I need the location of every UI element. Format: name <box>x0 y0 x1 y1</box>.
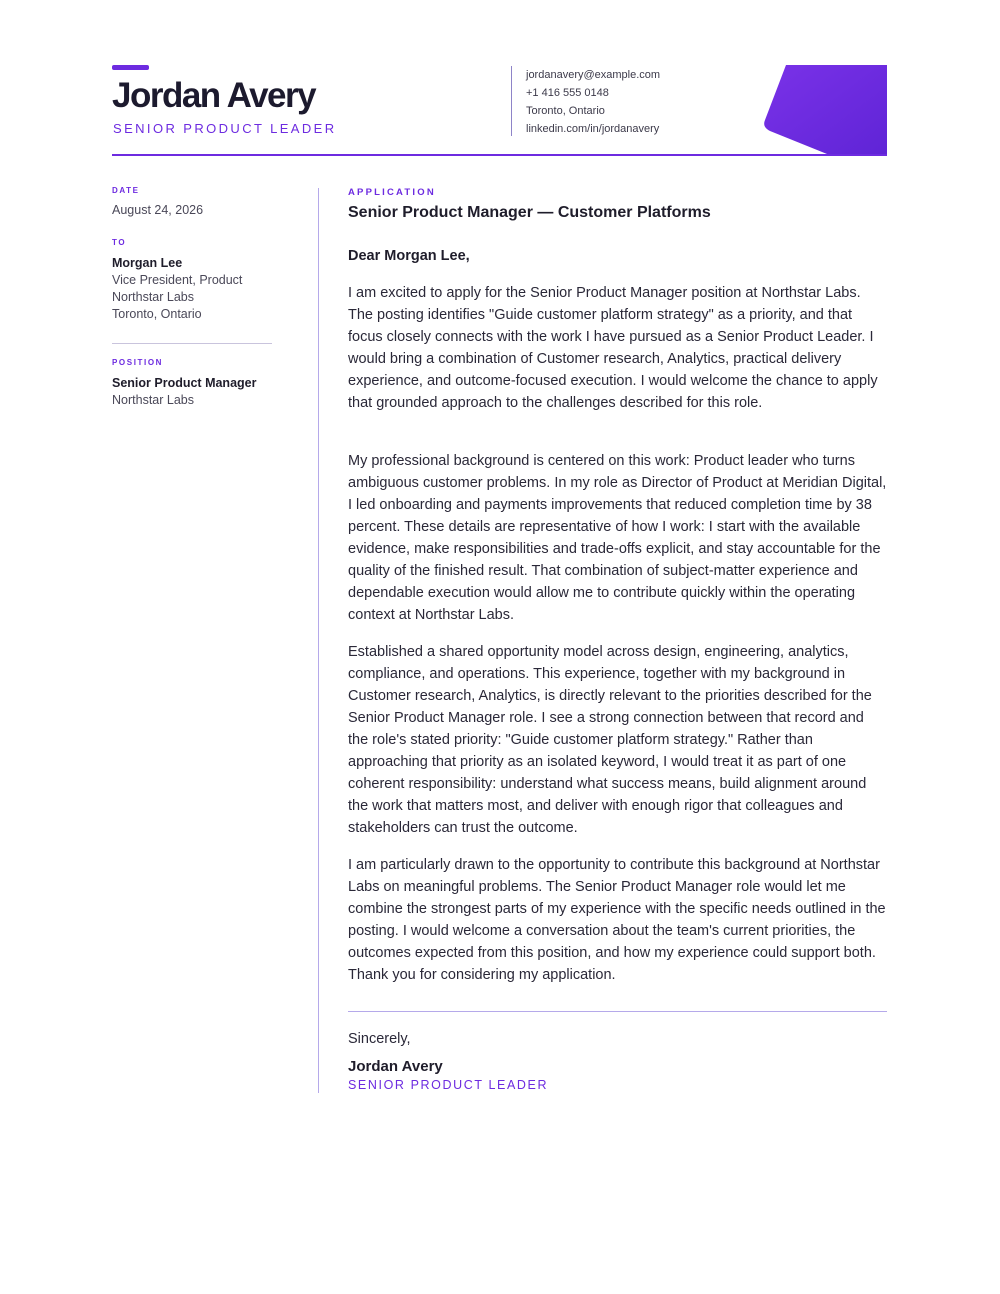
applicant-title: SENIOR PRODUCT LEADER <box>113 121 337 136</box>
contact-location: Toronto, Ontario <box>526 105 605 117</box>
signature-divider <box>348 1011 887 1012</box>
contact-phone[interactable]: +1 416 555 0148 <box>526 87 609 99</box>
contact-block <box>526 66 660 138</box>
letter-greeting: Dear Morgan Lee, <box>348 248 470 264</box>
recipient-label: TO <box>112 238 127 247</box>
position-company: Northstar Labs <box>112 393 194 407</box>
header-rule <box>112 154 887 156</box>
letter-paragraph: I am excited to apply for the Senior Product Manager position at Northstar Labs. The posting identifies "Guide customer platform strategy" as a priority, and that focus closely connects with the work I have pursued as a Senior Product Leader. I would bring a combination of Customer research, Analytics, practical delivery experience, and outcome-focused execution. I would welcome the chance to apply that grounded approach to the challenges described for this role. <box>348 285 878 411</box>
application-label: APPLICATION <box>348 187 436 198</box>
position-block <box>112 375 256 409</box>
recipient-company: Northstar Labs <box>112 290 194 304</box>
letter-paragraph: My professional background is centered on this work: Product leader who turns ambiguous customer problems. In my role as Director of Product at Meridian Digital, I led onboarding and payments improvements that reduced completion time by 38 percent. These details are representative of how I work: I start with the available evidence, make responsibilities and trade-offs explicit, and stay accountable for the quality of the finished result. That combination of subject-matter experience and dependable execution would allow me to contribute quickly within the operating context at Northstar Labs. <box>348 453 887 623</box>
recipient-title: Vice President, Product <box>112 273 243 287</box>
position-title: Senior Product Manager <box>112 376 257 390</box>
sidebar-divider <box>112 343 272 344</box>
column-divider <box>318 188 319 1093</box>
recipient-block <box>112 255 242 323</box>
contact-linkedin[interactable]: linkedin.com/in/jordanavery <box>526 123 660 135</box>
contact-divider <box>511 66 512 136</box>
recipient-location: Toronto, Ontario <box>112 307 202 321</box>
letter-closing: Sincerely, <box>348 1031 411 1047</box>
letter-date: August 24, 2026 <box>112 203 204 217</box>
applicant-name: Jordan Avery <box>112 76 316 115</box>
header-accent-bar <box>112 65 149 70</box>
recipient-name: Morgan Lee <box>112 256 183 270</box>
letter-paragraph: I am particularly drawn to the opportunity to contribute this background at Northstar Labs on meaningful problems. The Senior Product Manager role would let me combine the strongest parts of my experience with the specific needs outlined in the posting. I would welcome a conversation about the team's current priorities, the outcomes expected from this position, and how my experience could support both. Thank you for considering my application. <box>348 857 886 983</box>
letter-paragraph: Established a shared opportunity model across design, engineering, analytics, compliance, and operations. This experience, together with my background in Customer research, Analytics, is directly relevant to the priorities described for the Senior Product Manager role. I see a strong connection between that record and the role's stated priority: "Guide customer platform strategy." Rather than approaching that priority as an isolated keyword, I would treat it as part of one coherent responsibility: understand what success means, build alignment around the work that matters most, and deliver with enough rigor that colleagues and stakeholders can trust the outcome. <box>348 644 872 836</box>
header-decorative-shape <box>760 65 887 156</box>
position-label: POSITION <box>112 358 164 367</box>
letter-subject: Senior Product Manager — Customer Platforms <box>348 204 711 221</box>
signature-title: SENIOR PRODUCT LEADER <box>348 1078 549 1092</box>
signature-name: Jordan Avery <box>348 1058 443 1075</box>
date-label: DATE <box>112 186 140 195</box>
contact-email[interactable]: jordanavery@example.com <box>526 69 661 81</box>
